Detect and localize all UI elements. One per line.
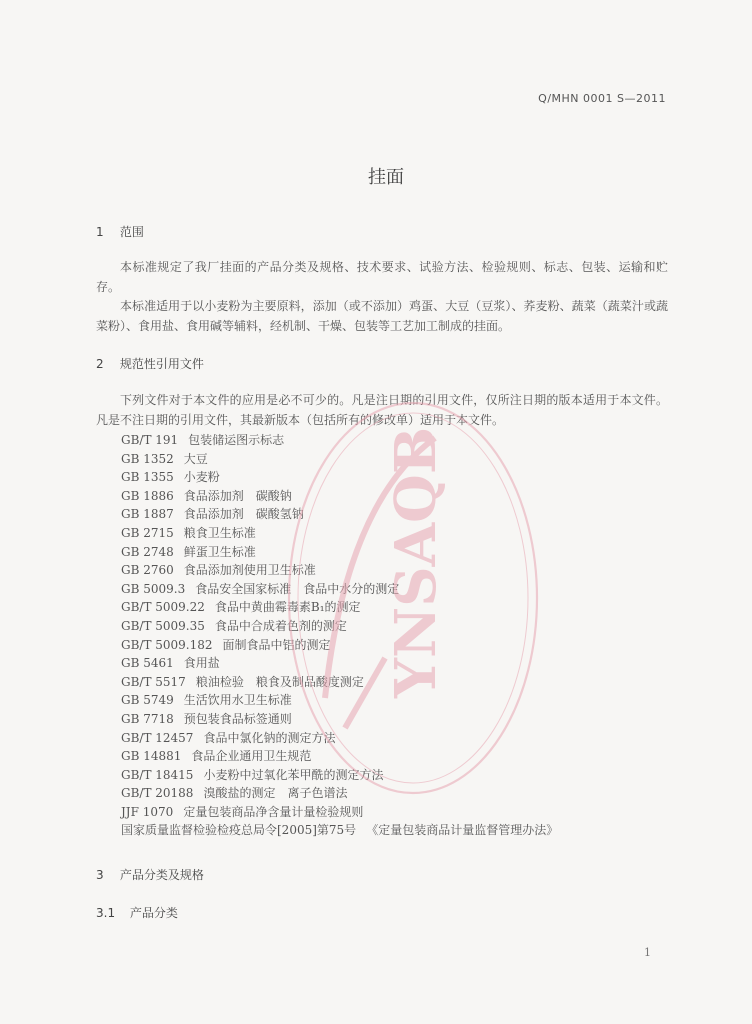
- reference-title: 包装储运图示标志: [188, 433, 285, 447]
- reference-title: 食品安全国家标准 食品中水分的测定: [195, 581, 400, 596]
- reference-item: [121, 543, 558, 562]
- reference-item: [121, 524, 558, 543]
- reference-item: [121, 505, 558, 524]
- reference-code: GB 5461: [121, 656, 174, 671]
- section-title: 规范性引用文件: [119, 357, 204, 371]
- section-number: 1: [96, 225, 104, 239]
- reference-list: [121, 431, 558, 840]
- reference-item: [121, 821, 558, 840]
- section-title: 范围: [119, 225, 144, 239]
- reference-code: GB 1352: [121, 451, 174, 466]
- section-title: 产品分类及规格: [119, 868, 204, 882]
- reference-item: [121, 673, 558, 692]
- reference-title: 食品添加剂 碳酸氢钠: [183, 507, 304, 522]
- reference-item: [121, 561, 558, 580]
- reference-title: 食品添加剂 碳酸钠: [183, 488, 292, 503]
- reference-title: 小麦粉: [183, 470, 220, 485]
- reference-title: 食品企业通用卫生规范: [191, 749, 312, 764]
- section-number: 2: [96, 357, 104, 371]
- reference-code: GB/T 20188: [121, 786, 194, 801]
- reference-title: 食品中氯化钠的测定方法: [203, 730, 336, 745]
- scope-paragraph-2: 本标准适用于以小麦粉为主要原料，添加（或不添加）鸡蛋、大豆（豆浆）、荞麦粉、蔬菜（蔬菜汁或蔬菜粉）、食用盐、食用碱等辅料，经机制、干燥、包装等工艺加工制成的挂面。: [96, 299, 668, 333]
- reference-item: [121, 729, 558, 748]
- document-title: 挂面: [368, 167, 404, 188]
- subsection-title: 产品分类: [129, 906, 178, 920]
- reference-item: [121, 636, 558, 655]
- reference-title: 《定量包装商品计量监督管理办法》: [366, 823, 559, 838]
- page-number: 1: [644, 946, 651, 959]
- reference-item: [121, 617, 558, 636]
- standard-code: Q/MHN 0001 S—2011: [538, 92, 666, 105]
- reference-code: GB 7718: [121, 711, 174, 726]
- section-3-heading: [96, 866, 204, 883]
- reference-item: [121, 747, 558, 766]
- reference-title: 食品中黄曲霉毒素B₁的测定: [214, 600, 361, 615]
- reference-code: GB 2748: [121, 544, 174, 559]
- subsection-3-1-heading: [96, 904, 178, 921]
- reference-title: 定量包装商品净含量计量检验规则: [183, 804, 364, 819]
- reference-item: [121, 598, 558, 617]
- section-number: 3: [96, 868, 104, 882]
- reference-item: [121, 654, 558, 673]
- reference-code: GB/T 12457: [121, 730, 194, 745]
- reference-title: 食用盐: [183, 656, 220, 671]
- reference-title: 生活饮用水卫生标准: [183, 693, 292, 708]
- reference-title: 小麦粉中过氧化苯甲酰的测定方法: [203, 767, 384, 782]
- scope-paragraph-1: 本标准规定了我厂挂面的产品分类及规格、技术要求、试验方法、检验规则、标志、包装、运输和贮存。: [96, 260, 668, 294]
- reference-code: GB 1886: [121, 488, 174, 503]
- reference-item: [121, 710, 558, 729]
- seal-text: YNSAQB: [383, 426, 449, 698]
- normative-references-paragraph: 下列文件对于本文件的应用是必不可少的。凡是注日期的引用文件，仅所注日期的版本适用于本文件。凡是不注日期的引用文件，其最新版本（包括所有的修改单）适用于本文件。: [96, 393, 668, 427]
- reference-code: GB/T 18415: [121, 767, 194, 782]
- reference-title: 粮油检验 粮食及制品酸度测定: [195, 674, 364, 689]
- reference-code: GB/T 191: [121, 433, 179, 447]
- reference-code: GB/T 5009.182: [121, 637, 213, 652]
- reference-code: GB 5009.3: [121, 581, 186, 596]
- reference-title: 鲜蛋卫生标准: [183, 544, 256, 559]
- reference-item: [121, 803, 558, 822]
- reference-item: [121, 450, 558, 469]
- reference-item: [121, 784, 558, 803]
- reference-item: [121, 691, 558, 710]
- reference-title: 溴酸盐的测定 离子色谱法: [203, 786, 348, 801]
- reference-item: [121, 487, 558, 506]
- reference-code: GB 2715: [121, 525, 174, 540]
- reference-item: [121, 431, 558, 450]
- reference-code: GB 2760: [121, 563, 174, 578]
- section-1-heading: [96, 223, 144, 240]
- reference-title: 大豆: [183, 451, 208, 466]
- section-2-heading: [96, 355, 204, 372]
- reference-code: GB 5749: [121, 693, 174, 708]
- subsection-number: 3.1: [96, 906, 116, 920]
- reference-code: GB/T 5009.22: [121, 600, 205, 615]
- reference-code: GB 1887: [121, 507, 174, 522]
- reference-code: GB/T 5009.35: [121, 618, 205, 633]
- reference-item: [121, 468, 558, 487]
- reference-item: [121, 580, 558, 599]
- reference-code: GB 1355: [121, 470, 174, 485]
- reference-code: 国家质量监督检验检疫总局令[2005]第75号: [121, 823, 357, 838]
- reference-item: [121, 766, 558, 785]
- reference-code: GB/T 5517: [121, 674, 186, 689]
- reference-code: GB 14881: [121, 749, 182, 764]
- reference-title: 预包装食品标签通则: [183, 711, 292, 726]
- reference-title: 食品中合成着色剂的测定: [214, 618, 347, 633]
- reference-title: 面制食品中铝的测定: [222, 637, 331, 652]
- reference-title: 粮食卫生标准: [183, 525, 256, 540]
- reference-title: 食品添加剂使用卫生标准: [183, 563, 316, 578]
- reference-code: JJF 1070: [121, 804, 174, 819]
